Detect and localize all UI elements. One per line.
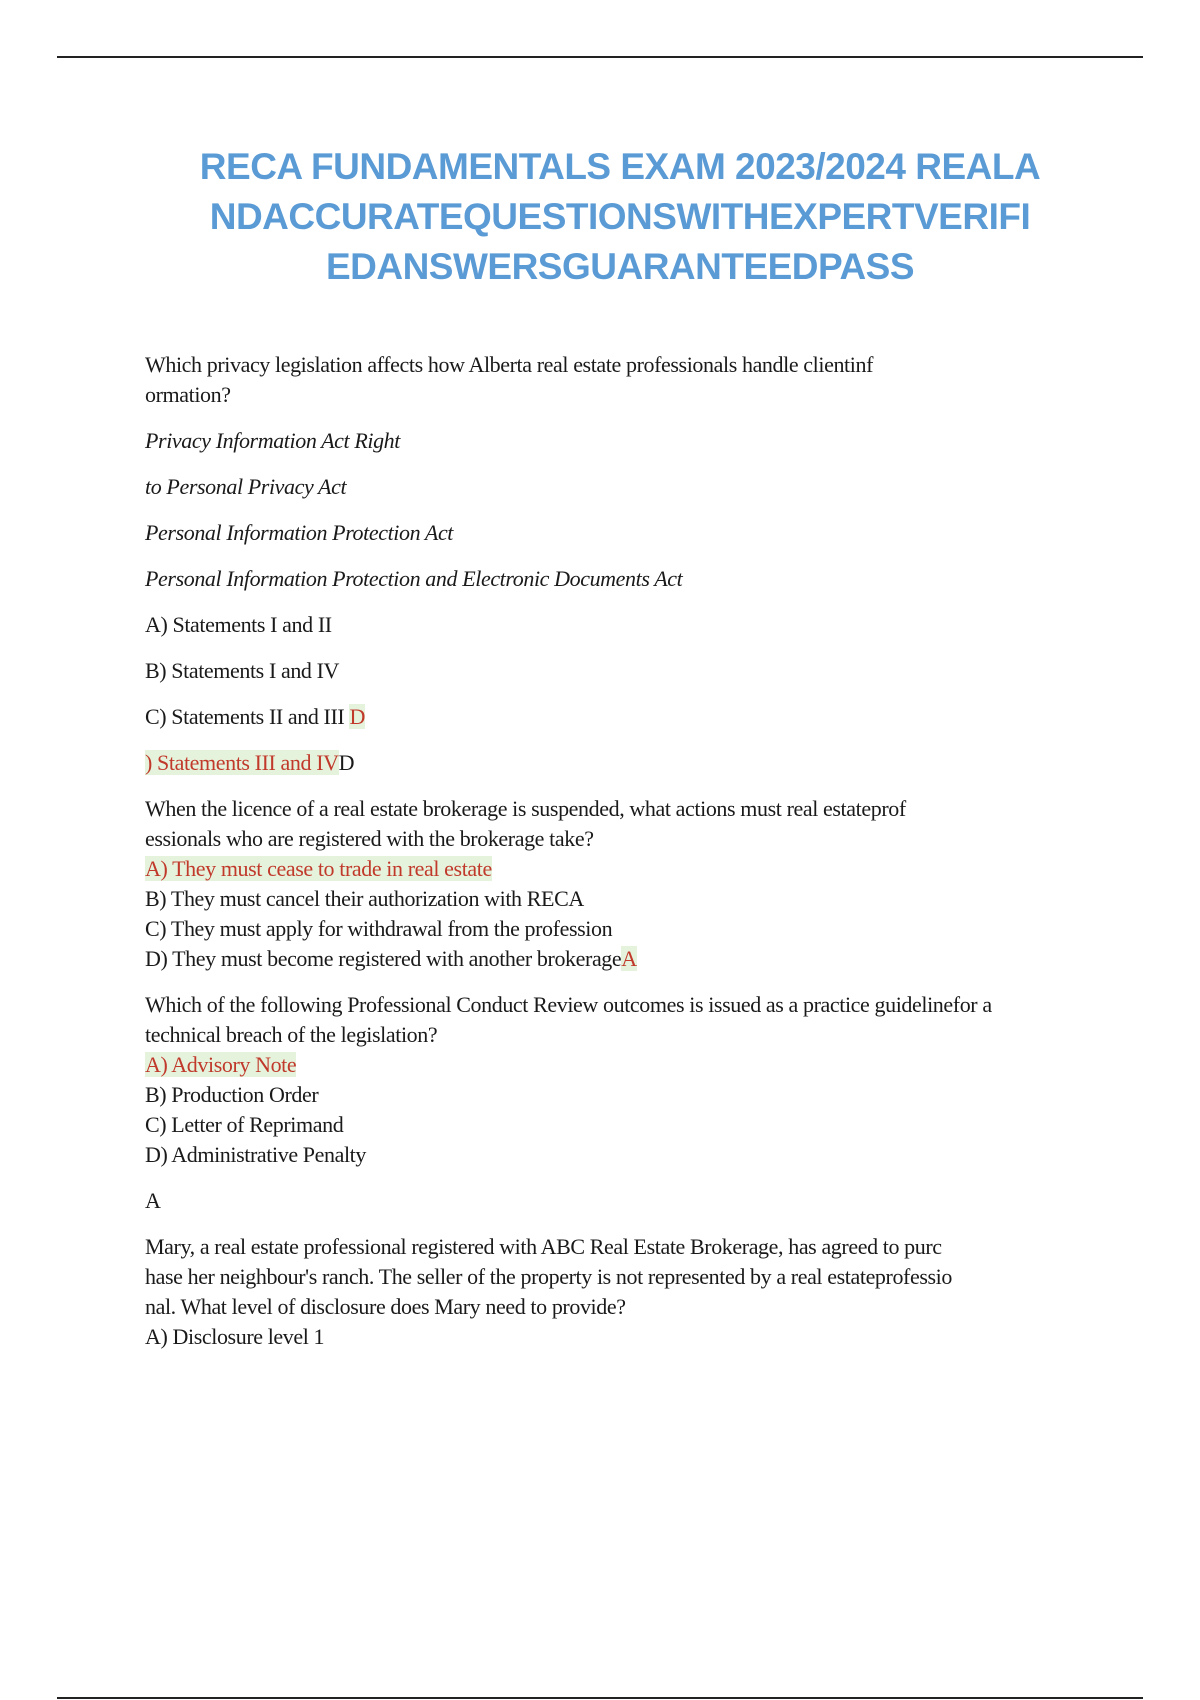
q3-option-a [145, 1050, 1085, 1080]
question-4-text-line-1: Mary, a real estate professional registered with ABC Real Estate Brokerage, has agreed to purc [145, 1234, 942, 1259]
q2-option-d-text: D) They must become registered with another brokerage [145, 946, 622, 971]
question-3 [145, 990, 1085, 1050]
q3-option-c: C) Letter of Reprimand [145, 1112, 344, 1137]
title-line-1: RECA FUNDAMENTALS EXAM 2023/2024 REALA [199, 146, 1041, 187]
q2-option-a-text: A) They must cease to trade in real estate [145, 856, 492, 881]
statement-2: to Personal Privacy Act [145, 474, 347, 499]
q3-option-b: B) Production Order [145, 1082, 319, 1107]
question-3-text-line-2: technical breach of the legislation? [145, 1022, 438, 1047]
q1-answer: D [338, 750, 355, 775]
question-3-text-line-1: Which of the following Professional Conduct Review outcomes is issued as a practice guidelinefor a [145, 992, 992, 1017]
q2-answer: A [621, 946, 637, 971]
q3-answer: A [145, 1188, 161, 1213]
q1-option-c [145, 702, 1085, 732]
q1-option-d [145, 748, 1085, 778]
question-1-text-line-2: ormation? [145, 382, 231, 407]
question-4-text-line-3: nal. What level of disclosure does Mary need to provide? [145, 1294, 626, 1319]
q2-option-c: C) They must apply for withdrawal from the profession [145, 916, 613, 941]
question-2 [145, 794, 1085, 854]
question-4 [145, 1232, 1085, 1322]
q2-option-b: B) They must cancel their authorization with RECA [145, 886, 584, 911]
statement-3: Personal Information Protection Act [145, 520, 454, 545]
q3-option-d: D) Administrative Penalty [145, 1142, 366, 1167]
title-line-3: EDANSWERSGUARANTEEDPASS [325, 246, 915, 287]
q1-option-b: B) Statements I and IV [145, 658, 340, 683]
question-1 [145, 350, 1085, 410]
footer-rule [57, 1697, 1143, 1699]
q3-option-a-text: A) Advisory Note [145, 1052, 297, 1077]
question-1-text-line-1: Which privacy legislation affects how Alberta real estate professionals handle clientinf [145, 352, 874, 377]
statement-1: Privacy Information Act Right [145, 428, 400, 453]
question-2-text-line-2: essionals who are registered with the brokerage take? [145, 826, 594, 851]
title-line-2: NDACCURATEQUESTIONSWITHEXPERTVERIFI [209, 196, 1031, 237]
q4-option-a: A) Disclosure level 1 [145, 1324, 325, 1349]
question-2-text-line-1: When the licence of a real estate brokerage is suspended, what actions must real estateprof [145, 796, 906, 821]
document-title [160, 142, 1080, 292]
q1-option-c-text: C) Statements II and III [145, 704, 345, 729]
statement-4: Personal Information Protection and Electronic Documents Act [145, 566, 683, 591]
q1-option-d-text: ) Statements III and IV [145, 750, 339, 775]
q1-option-d-label: D [349, 704, 365, 729]
document-body [145, 350, 1085, 1352]
header-rule [57, 56, 1143, 58]
question-4-text-line-2: hase her neighbour's ranch. The seller of the property is not represented by a real estateprofessio [145, 1264, 952, 1289]
q1-option-a: A) Statements I and II [145, 612, 332, 637]
q2-option-a [145, 854, 1085, 884]
q2-option-d [145, 944, 1085, 974]
